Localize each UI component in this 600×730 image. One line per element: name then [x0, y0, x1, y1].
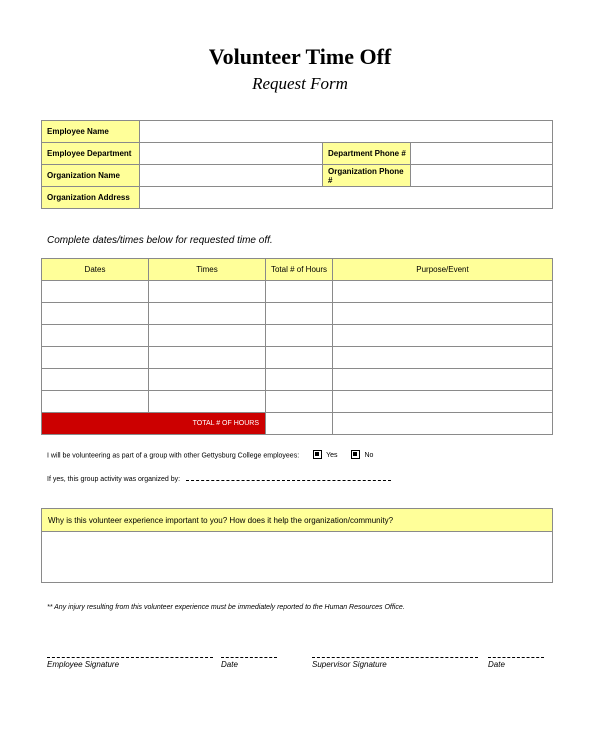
employee-name-field[interactable] — [140, 121, 553, 143]
date-cell[interactable] — [42, 391, 149, 413]
organized-by-question — [47, 476, 391, 483]
time-cell[interactable] — [149, 391, 266, 413]
why-answer-field[interactable] — [42, 532, 553, 583]
hours-cell[interactable] — [266, 391, 333, 413]
purpose-cell[interactable] — [333, 391, 553, 413]
hours-cell[interactable] — [266, 325, 333, 347]
time-cell[interactable] — [149, 347, 266, 369]
organized-by-field[interactable] — [186, 480, 391, 481]
supervisor-signature-line[interactable] — [312, 657, 478, 658]
hours-table — [41, 258, 553, 435]
purpose-cell[interactable] — [333, 281, 553, 303]
employee-date-label: Date — [221, 660, 238, 669]
column-header-purpose: Purpose/Event — [333, 259, 553, 281]
purpose-cell[interactable] — [333, 325, 553, 347]
total-row — [42, 413, 553, 435]
purpose-cell[interactable] — [333, 347, 553, 369]
table-row — [42, 325, 553, 347]
total-hours-field[interactable] — [266, 413, 333, 435]
hours-cell[interactable] — [266, 347, 333, 369]
no-checkbox-icon[interactable] — [351, 450, 360, 459]
time-cell[interactable] — [149, 303, 266, 325]
organization-address-field[interactable] — [140, 187, 553, 209]
group-question-text: I will be volunteering as part of a group with other Gettysburg College employees: — [47, 452, 300, 460]
total-purpose-cell — [333, 413, 553, 435]
why-question-label: Why is this volunteer experience important to you? How does it help the organization/community? — [42, 509, 553, 532]
table-row — [42, 347, 553, 369]
time-cell[interactable] — [149, 325, 266, 347]
employee-signature-label: Employee Signature — [47, 660, 120, 669]
instructions-text: Complete dates/times below for requested time off. — [47, 235, 273, 246]
supervisor-date-line[interactable] — [488, 657, 544, 658]
no-label: No — [364, 452, 374, 460]
form-title: Volunteer Time Off — [208, 44, 392, 69]
organization-address-label: Organization Address — [42, 187, 140, 209]
table-row — [42, 369, 553, 391]
table-row — [42, 391, 553, 413]
date-cell[interactable] — [42, 281, 149, 303]
organization-phone-label: Organization Phone # — [323, 165, 411, 187]
injury-note: ** Any injury resulting from this volunteer experience must be immediately reported to the Human Resources Office. — [47, 604, 405, 611]
organized-by-text: If yes, this group activity was organized by: — [47, 476, 181, 483]
table-row — [42, 281, 553, 303]
department-phone-label: Department Phone # — [323, 143, 411, 165]
employee-signature-line[interactable] — [47, 657, 213, 658]
form-subtitle: Request Form — [252, 74, 348, 93]
purpose-cell[interactable] — [333, 369, 553, 391]
column-header-total-hours: Total # of Hours — [266, 259, 333, 281]
date-cell[interactable] — [42, 325, 149, 347]
date-cell[interactable] — [42, 369, 149, 391]
date-cell[interactable] — [42, 303, 149, 325]
date-cell[interactable] — [42, 347, 149, 369]
time-cell[interactable] — [149, 369, 266, 391]
column-header-dates: Dates — [42, 259, 149, 281]
purpose-cell[interactable] — [333, 303, 553, 325]
why-question-table — [41, 508, 553, 583]
department-phone-field[interactable] — [411, 143, 553, 165]
organization-name-field[interactable] — [140, 165, 323, 187]
group-question — [47, 451, 373, 460]
supervisor-signature-label: Supervisor Signature — [312, 660, 387, 669]
employee-info-table — [41, 120, 553, 209]
organization-name-label: Organization Name — [42, 165, 140, 187]
yes-checkbox-icon[interactable] — [313, 450, 322, 459]
no-option[interactable] — [351, 452, 373, 459]
yes-option[interactable] — [313, 452, 339, 459]
total-hours-label: TOTAL # OF HOURS — [42, 413, 266, 435]
hours-cell[interactable] — [266, 303, 333, 325]
hours-cell[interactable] — [266, 369, 333, 391]
employee-department-field[interactable] — [140, 143, 323, 165]
employee-name-label: Employee Name — [42, 121, 140, 143]
yes-label: Yes — [326, 452, 338, 460]
column-header-times: Times — [149, 259, 266, 281]
time-cell[interactable] — [149, 281, 266, 303]
table-row — [42, 303, 553, 325]
employee-date-line[interactable] — [221, 657, 277, 658]
supervisor-date-label: Date — [488, 660, 505, 669]
organization-phone-field[interactable] — [411, 165, 553, 187]
hours-cell[interactable] — [266, 281, 333, 303]
employee-department-label: Employee Department — [42, 143, 140, 165]
